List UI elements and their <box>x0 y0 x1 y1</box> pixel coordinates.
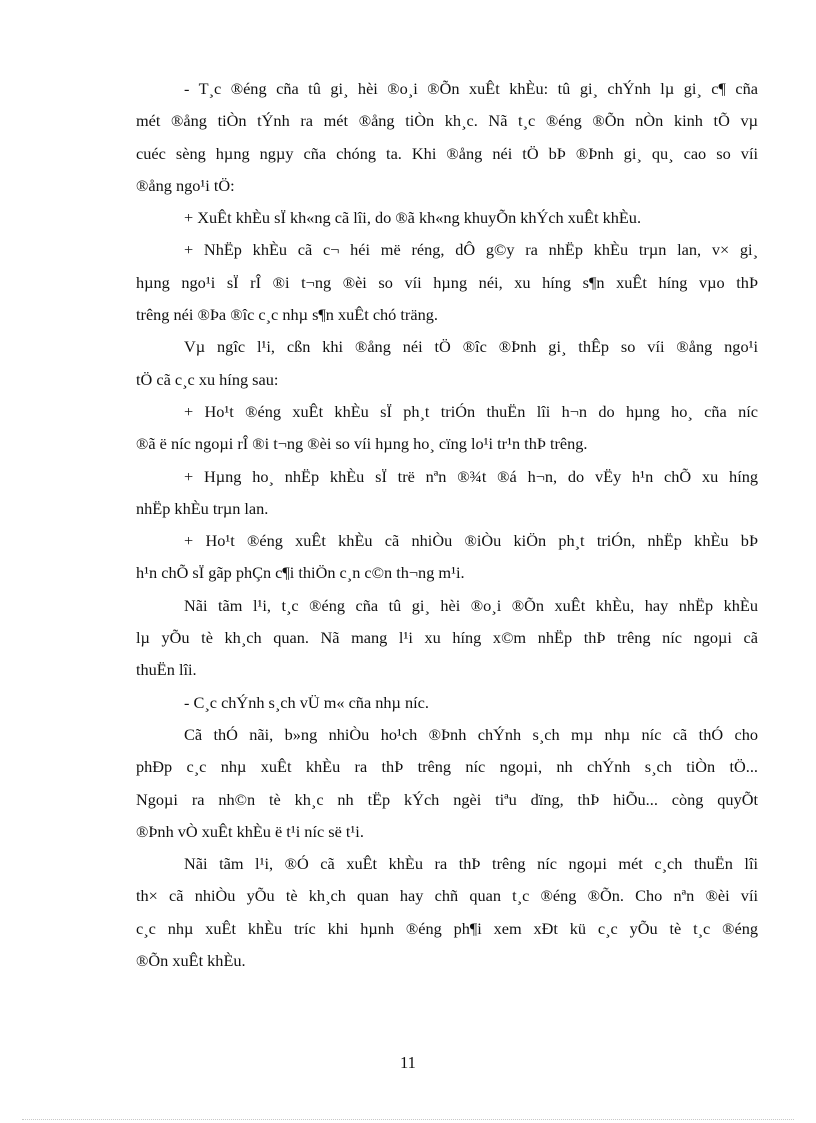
text-line: - T¸c ®éng cña tû gi¸ hèi ®o¸i ®Õn xuÊt khÈu: tû gi¸ chÝnh lµ gi¸ c¶ cña <box>184 79 758 98</box>
text-line: cuéc sèng hµng ngµy cña chóng ta. Khi ®ång néi tÖ bÞ ®Þnh gi¸ qu¸ cao so víi <box>136 143 758 163</box>
text-line: ®Õn xuÊt khÈu. <box>136 951 246 971</box>
text-line: c¸c nhµ xuÊt khÈu tríc khi hµnh ®éng ph¶i xem xÐt kü c¸c yÕu tè t¸c ®éng <box>136 918 758 938</box>
text-line: + XuÊt khÈu sÏ kh«ng cã lîi, do ®ã kh«ng khuyÕn khÝch xuÊt khÈu. <box>184 208 642 228</box>
text-line: Nãi tãm l¹i, t¸c ®éng cña tû gi¸ hèi ®o¸i ®Õn xuÊt khÈu, hay nhËp khÈu <box>184 595 758 615</box>
text-line: Ngoµi ra nh©n tè kh¸c nh tËp kÝch ngèi tiªu dïng, thÞ hiÕu... còng quyÕt <box>136 789 758 809</box>
text-line: mét ®ång tiÒn tÝnh ra mét ®ång tiÒn kh¸c. Nã t¸c ®éng ®Õn nÒn kinh tÕ vµ <box>136 111 758 131</box>
text-line: trêng néi ®Þa ®îc c¸c nhµ s¶n xuÊt chó träng. <box>136 305 438 325</box>
text-line: + Ho¹t ®éng xuÊt khÈu sÏ ph¸t triÓn thuËn lîi h¬n do hµng ho¸ cña níc <box>184 401 758 421</box>
text-line: ®ång ngo¹i tÖ: <box>136 175 235 195</box>
text-line: th× cã nhiÒu yÕu tè kh¸ch quan hay chñ quan t¸c ®éng ®Õn. Cho nªn ®èi víi <box>136 886 758 906</box>
text-line: thuËn lîi. <box>136 660 197 680</box>
text-line: phÐp c¸c nhµ xuÊt khÈu ra thÞ trêng níc ngoµi, nh chÝnh s¸ch tiÒn tÖ... <box>136 757 758 777</box>
text-line: ®ã ë níc ngoµi rÎ ®i t¬ng ®èi so víi hµng ho¸ cïng lo¹i tr¹n thÞ trêng. <box>136 434 588 454</box>
text-line: nhËp khÈu trµn lan. <box>136 498 269 518</box>
text-line: ®Þnh vÒ xuÊt khÈu ë t¹i níc së t¹i. <box>136 821 364 841</box>
text-line: tÖ cã c¸c xu híng sau: <box>136 369 279 389</box>
text-line: Nãi tãm l¹i, ®Ó cã xuÊt khÈu ra thÞ trêng níc ngoµi mét c¸ch thuËn lîi <box>184 854 758 874</box>
text-line: h¹n chÕ sÏ gãp phÇn c¶i thiÖn c¸n c©n th¬ng m¹i. <box>136 563 465 583</box>
text-line: hµng ngo¹i sÏ rÎ ®i t¬ng ®èi so víi hµng néi, xu híng s¶n xuÊt híng vµo thÞ <box>136 272 758 292</box>
text-line: Vµ ngîc l¹i, cßn khi ®ång néi tÖ ®îc ®Þnh gi¸ thÊp so víi ®ång ngo¹i <box>184 337 758 357</box>
text-line: + Hµng ho¸ nhËp khÈu sÏ trë nªn ®¾t ®á h¬n, do vËy h¹n chÕ xu híng <box>184 466 758 486</box>
body-text <box>136 73 758 977</box>
text-line: + NhËp khÈu cã c¬ héi më réng, dÔ g©y ra nhËp khÈu trµn lan, v× gi¸ <box>184 240 758 260</box>
page-number: 11 <box>400 1053 416 1072</box>
text-line: Cã thÓ nãi, b»ng nhiÒu ho¹ch ®Þnh chÝnh s¸ch mµ nhµ níc cã thÓ cho <box>184 724 758 744</box>
text-line: - C¸c chÝnh s¸ch vÜ m« cña nhµ níc. <box>184 692 429 712</box>
footer-divider <box>22 1119 794 1120</box>
text-line: lµ yÕu tè kh¸ch quan. Nã mang l¹i xu híng x©m nhËp thÞ trêng níc ngoµi cã <box>136 628 758 648</box>
text-line: + Ho¹t ®éng xuÊt khÈu cã nhiÒu ®iÒu kiÖn ph¸t triÓn, nhËp khÈu bÞ <box>184 531 758 551</box>
